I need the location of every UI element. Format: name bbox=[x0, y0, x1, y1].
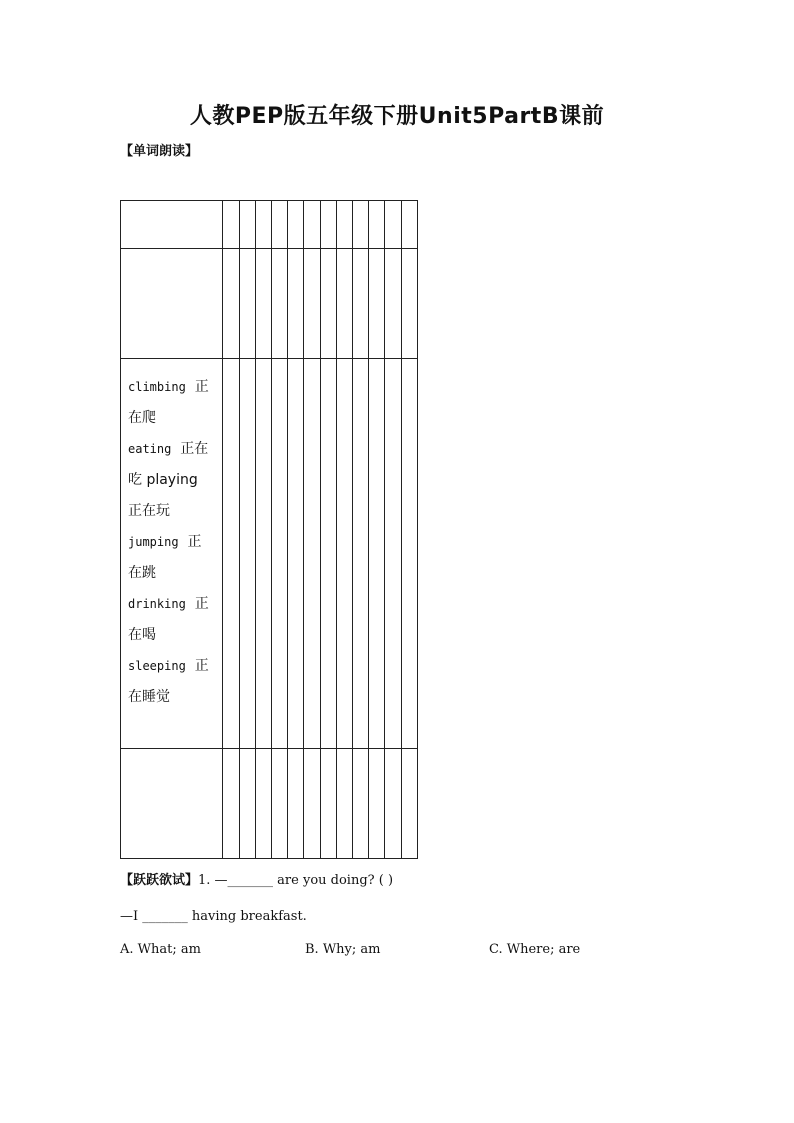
table-row bbox=[121, 749, 418, 859]
option-c: C. Where; are bbox=[489, 942, 581, 957]
vocab-line: 吃 playing bbox=[128, 472, 198, 488]
vocab-line: 在喝 bbox=[128, 627, 156, 643]
option-b: B. Why; am bbox=[305, 942, 381, 957]
vocab-line: climbing 正 bbox=[128, 379, 209, 395]
vocab-line: drinking 正 bbox=[128, 596, 209, 612]
vocab-word-list bbox=[121, 359, 222, 713]
table-row bbox=[121, 359, 418, 749]
vocab-line: 在跳 bbox=[128, 565, 156, 581]
table-cell bbox=[121, 749, 223, 859]
page-title: 人教PEP版五年级下册Unit5PartB课前 bbox=[189, 104, 605, 129]
vocab-line: sleeping 正 bbox=[128, 658, 209, 674]
section-label-try-it: 【跃跃欲试】 bbox=[120, 873, 199, 888]
vocab-line: 在睡觉 bbox=[128, 689, 170, 705]
vocab-line: eating 正在 bbox=[128, 441, 209, 457]
table-cell bbox=[121, 201, 223, 249]
question-text: 1. —_______ are you doing? ( ) bbox=[198, 873, 394, 888]
vocab-word-cell bbox=[121, 359, 223, 749]
vocab-line: jumping 正 bbox=[128, 534, 202, 550]
option-a: A. What; am bbox=[120, 942, 201, 957]
question-1 bbox=[120, 871, 393, 891]
table-row bbox=[121, 249, 418, 359]
vocab-line: 在爬 bbox=[128, 410, 156, 426]
section-label-word-reading: 【单词朗读】 bbox=[120, 144, 199, 159]
vocab-table bbox=[120, 200, 418, 859]
vocab-line: 正在玩 bbox=[128, 503, 170, 519]
table-row bbox=[121, 201, 418, 249]
question-answer-line: —I _______ having breakfast. bbox=[120, 909, 307, 924]
table-cell bbox=[121, 249, 223, 359]
